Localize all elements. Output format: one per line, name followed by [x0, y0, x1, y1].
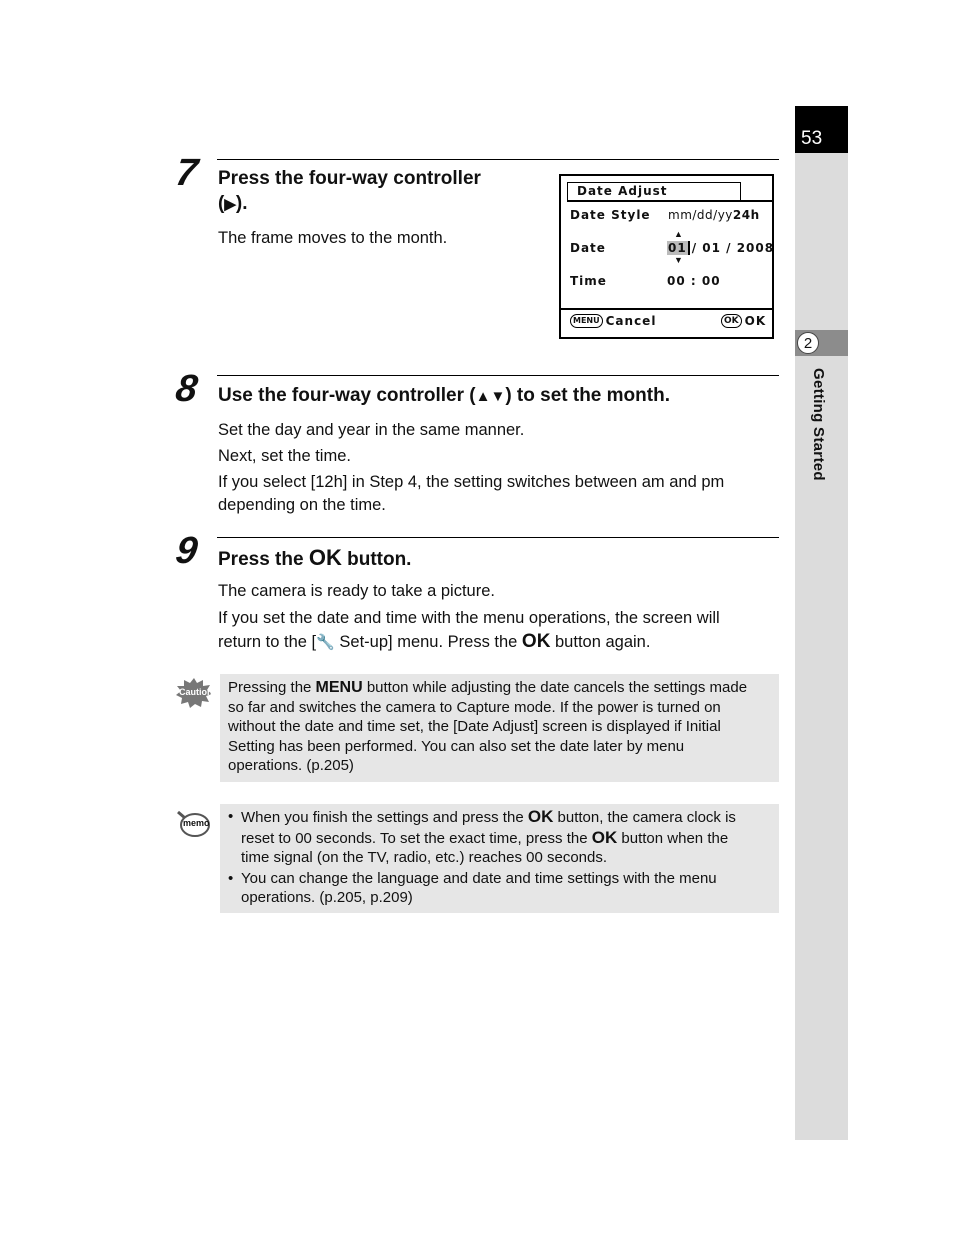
step-number-7: 7 — [173, 152, 201, 194]
memo-bullet-1-text — [241, 807, 736, 868]
memo-text — [228, 807, 773, 908]
step-9-title-post: button. — [341, 549, 412, 570]
step-divider — [217, 375, 779, 376]
cancel-label: Cancel — [605, 314, 657, 328]
text-segment: Pressing the — [228, 679, 316, 696]
text-segment: Set-up] menu. Press the — [334, 633, 522, 651]
step-8-title-post: ) to set the month. — [505, 385, 670, 406]
memo-b1-line2 — [241, 828, 736, 849]
wrench-icon: 🔧 — [316, 634, 335, 651]
memo-icon-label: memo — [183, 818, 210, 828]
chapter-title: Getting Started — [810, 368, 827, 481]
lcd-footer-line — [561, 308, 772, 310]
step-8-body-3-line2: depending on the time. — [218, 496, 386, 514]
text-segment: reset to 00 seconds. To set the exact time, press the — [241, 829, 592, 847]
step-9-body-2 — [218, 607, 720, 654]
chapter-number: 2 — [797, 332, 819, 354]
lcd-time-label: Time — [570, 274, 607, 288]
step-8-title-pre: Use the four-way controller ( — [218, 385, 476, 406]
step-9-title — [218, 545, 411, 572]
text-segment: button again. — [550, 633, 651, 651]
memo-bullet-2 — [228, 869, 773, 908]
step-8-body-1: Set the day and year in the same manner. — [218, 421, 525, 439]
date-style-24h: 24h — [732, 208, 760, 222]
ok-button-icon: OK — [308, 545, 342, 570]
text-segment: button while adjusting the date cancels the settings made — [362, 679, 748, 696]
text-segment: return to the [ — [218, 633, 317, 651]
menu-button-label: MENU — [315, 679, 363, 696]
text-segment: button, the camera clock is — [553, 809, 736, 826]
paren-close: ). — [235, 193, 248, 214]
menu-button-icon: MENU — [570, 314, 603, 328]
memo-bullet-1 — [228, 807, 773, 868]
step-7-title — [218, 166, 481, 217]
step-9-title-pre: Press the — [218, 549, 309, 570]
lcd-date-style-value — [668, 208, 760, 222]
ok-button-icon: OK — [591, 827, 618, 847]
memo-b2-line1: You can change the language and date and time settings with the menu — [241, 869, 717, 887]
memo-b1-line1 — [241, 807, 736, 828]
caution-line-2: so far and switches the camera to Capture mode. If the power is turned on — [228, 698, 721, 716]
lcd-title: Date Adjust — [577, 184, 668, 198]
memo-bullet-2-text — [241, 869, 717, 908]
text-segment: When you finish the settings and press the — [241, 809, 528, 826]
up-down-arrows-icon: ▲▼ — [475, 388, 506, 405]
text-segment: button when the — [617, 829, 729, 847]
page-number: 53 — [795, 106, 848, 153]
caution-line-4: Setting has been performed. You can also set the date later by menu — [228, 737, 685, 755]
step-8-body-3 — [218, 471, 724, 517]
right-arrow-icon: ▶ — [224, 196, 236, 213]
caution-icon — [175, 677, 213, 709]
caution-line-3: without the date and time set, the [Date Adjust] screen is displayed if Initial — [228, 718, 721, 736]
lcd-cancel — [570, 314, 656, 328]
step-8-body-3-line1: If you select [12h] in Step 4, the setting switches between am and pm — [218, 473, 725, 491]
ok-button-icon: OK — [521, 631, 551, 652]
down-arrow-icon: ▼ — [674, 255, 683, 265]
month-field-selected: 01 — [667, 241, 690, 255]
side-tab — [795, 106, 848, 1140]
lcd-ok — [721, 314, 766, 328]
step-number-9: 9 — [173, 530, 201, 572]
step-8-body-2: Next, set the time. — [218, 447, 351, 465]
caution-icon-label: Caution — [179, 687, 213, 697]
step-8-title — [218, 383, 670, 409]
lcd-header-line — [567, 200, 772, 202]
memo-b2-line2: operations. (p.205, p.209) — [241, 889, 413, 907]
step-divider — [217, 537, 779, 538]
ok-button-icon: OK — [721, 314, 742, 328]
up-arrow-icon: ▲ — [674, 229, 683, 239]
caution-line-5: operations. (p.205) — [228, 757, 354, 775]
lcd-date-style-label: Date Style — [570, 208, 651, 222]
bullet: • — [228, 869, 234, 887]
lcd-date-label: Date — [570, 241, 606, 255]
date-rest: / 01 / 2008 — [691, 241, 775, 255]
step-divider — [217, 159, 779, 160]
caution-line-1 — [228, 678, 747, 698]
step-7-title-line2 — [218, 191, 481, 217]
date-style-format: mm/dd/yy — [668, 208, 733, 222]
step-9-body-1: The camera is ready to take a picture. — [218, 582, 495, 600]
ok-label: OK — [744, 314, 767, 328]
step-number-8: 8 — [173, 368, 201, 410]
lcd-date-value — [667, 241, 774, 255]
step-9-body-2-line2 — [218, 630, 720, 654]
lcd-time-value: 00 : 00 — [667, 274, 721, 288]
paren-open: ( — [218, 193, 225, 214]
memo-b1-line3: time signal (on the TV, radio, etc.) reaches 00 seconds. — [241, 849, 608, 867]
bullet: • — [228, 808, 234, 825]
caution-text — [228, 678, 747, 776]
step-7-title-line1: Press the four-way controller — [218, 168, 481, 189]
memo-icon — [176, 808, 210, 838]
step-7-body: The frame moves to the month. — [218, 229, 448, 247]
ok-button-icon: OK — [527, 807, 554, 826]
step-9-body-2-line1: If you set the date and time with the menu operations, the screen will — [218, 609, 720, 627]
